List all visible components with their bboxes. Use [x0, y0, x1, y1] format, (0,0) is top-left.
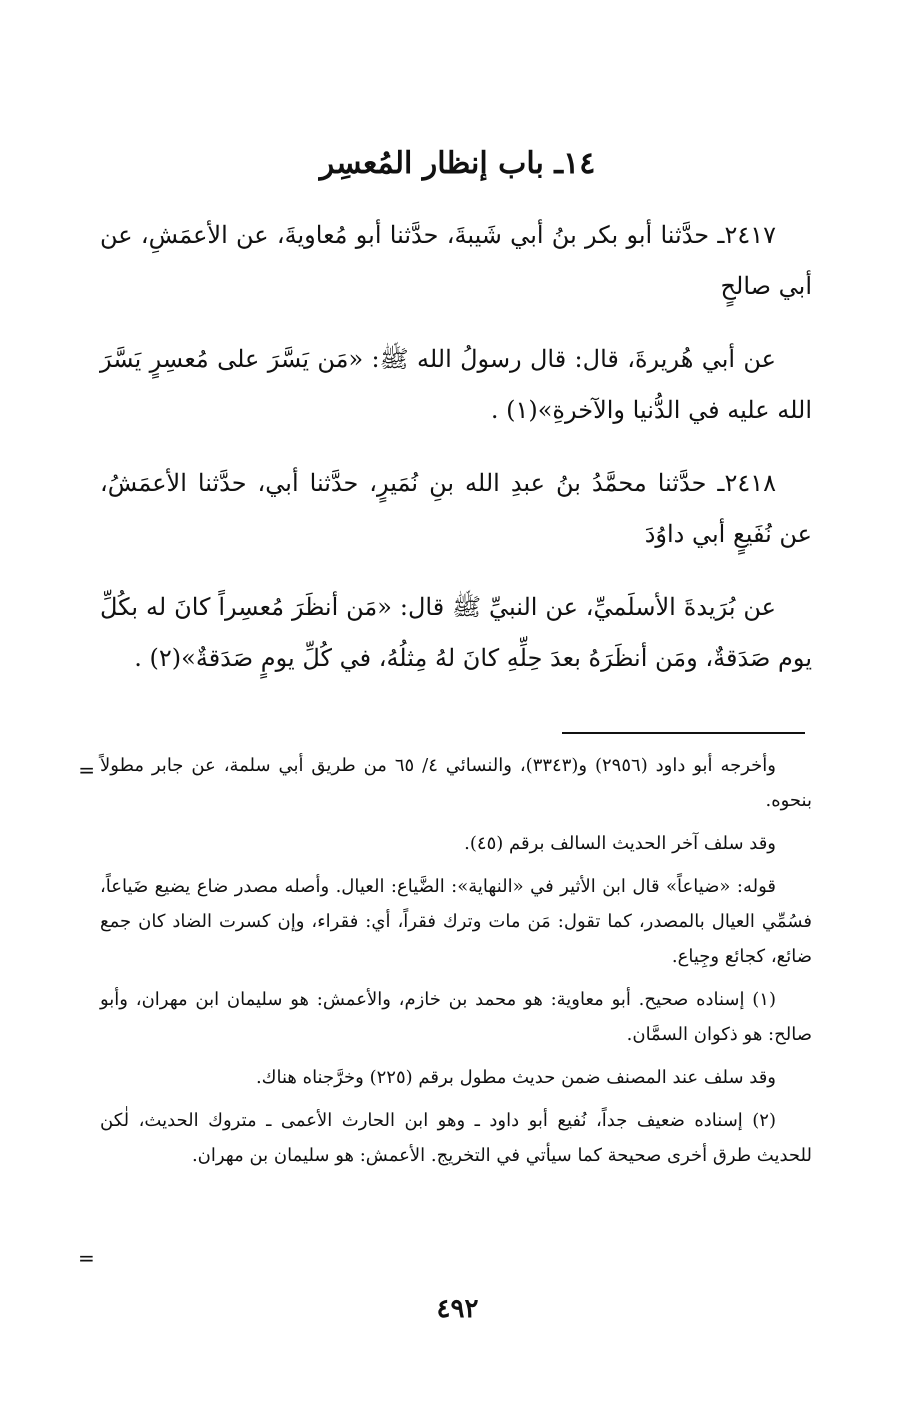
hadith-2418-isnad: ٢٤١٨ـ حدَّثنا محمَّدُ بنُ عبدِ الله بنِ نُمَيرٍ، حدَّثنا أبي، حدَّثنا الأعمَشُ، عن نُفَيعٍ أبي داوُدَ: [100, 469, 812, 548]
hadith-2417-matn: عن أبي هُريرةَ، قال: قال رسولُ الله ﷺ: «مَن يَسَّرَ على مُعسِرٍ يَسَّرَ الله عليه في الدُّنيا والآخرةِ»(١) .: [100, 345, 812, 424]
footnote-end-mark: =: [78, 1246, 95, 1270]
footnote-continued-paragraph: وقد سلف آخر الحديث السالف برقم (٤٥).: [464, 833, 776, 854]
footnote-1: (١) إسناده صحيح. أبو معاوية: هو محمد بن خازم، والأعمش: هو سليمان ابن مهران، وأبو صالح: هو ذكوان السمَّان.: [100, 989, 812, 1045]
footnote-1-paragraph: وقد سلف عند المصنف ضمن حديث مطول برقم (٢٢٥) وخرَّجناه هناك.: [255, 1067, 776, 1088]
footnote-separator: [562, 732, 805, 734]
footnote-2: (٢) إسناده ضعيف جداً، نُفيع أبو داود ـ وهو ابن الحارث الأعمى ـ متروك الحديث، لٰكن للحديث طرق أخرى صحيحة كما سيأتي في التخريج. الأعمش: هو سليمان بن مهران.: [100, 1110, 812, 1166]
footnotes: [100, 748, 812, 1181]
main-text: [100, 210, 812, 706]
hadith-2417-isnad: ٢٤١٧ـ حدَّثنا أبو بكر بنُ أبي شَيبةَ، حدَّثنا أبو مُعاويةَ، عن الأعمَشِ، عن أبي صالحٍ: [100, 221, 812, 300]
footnote-continuation-mark: =: [78, 758, 95, 782]
page-number: ٤٩٢: [436, 1294, 479, 1324]
hadith-2418-matn: عن بُرَيدةَ الأسلَميِّ، عن النبيِّ ﷺ قال: «مَن أنظَرَ مُعسِراً كانَ له بكُلِّ يوم صَدَقةٌ، ومَن أنظَرَهُ بعدَ حِلِّهِ كانَ لهُ مِثلُهُ، في كُلِّ يومٍ صَدَقةٌ»(٢) .: [100, 593, 812, 672]
chapter-title: ١٤ـ باب إنظار المُعسِر: [319, 146, 596, 181]
footnote-continued-paragraph: قوله: «ضياعاً» قال ابن الأثير في «النهاية»: الضَّياع: العيال. وأصله مصدر ضاع يضيع ضَياعاً، فسُمِّي العيال بالمصدر، كما تقول: مَن مات وترك فقراً، أي: فقراء، وإن كسرت الضاد كان جمع ضائع، كجائع وجِياع.: [100, 876, 812, 967]
footnote-continued-paragraph: وأخرجه أبو داود (٢٩٥٦) و(٣٣٤٣)، والنسائي ٤/ ٦٥ من طريق أبي سلمة، عن جابر مطولاً بنحوه.: [100, 755, 812, 811]
